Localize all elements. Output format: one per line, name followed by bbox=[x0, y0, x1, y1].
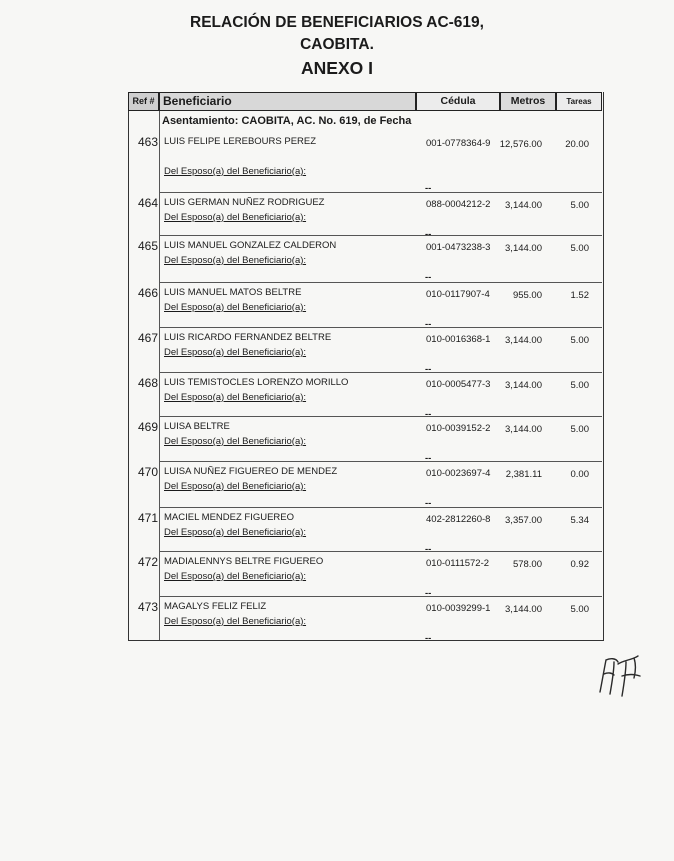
row-spouse-label: Del Esposo(a) del Beneficiario(a): bbox=[164, 347, 307, 358]
row-metros: 12,576.00 bbox=[499, 139, 542, 150]
col-header-cedula: Cédula bbox=[416, 92, 500, 111]
row-metros: 3,144.00 bbox=[505, 380, 542, 391]
row-tareas: 5.00 bbox=[570, 200, 589, 211]
row-cedula: 010-0039299-1 bbox=[426, 603, 491, 614]
row-separator bbox=[160, 192, 602, 193]
row-separator bbox=[160, 461, 602, 462]
row-beneficiary-name: MACIEL MENDEZ FIGUEREO bbox=[164, 512, 295, 523]
row-metros: 3,144.00 bbox=[505, 424, 542, 435]
row-tareas: 0.92 bbox=[570, 559, 589, 570]
row-ref: 473 bbox=[137, 600, 158, 614]
row-ref: 464 bbox=[137, 196, 158, 210]
row-spouse-label: Del Esposo(a) del Beneficiario(a): bbox=[164, 527, 307, 538]
row-spouse-label: Del Esposo(a) del Beneficiario(a): bbox=[164, 616, 307, 627]
row-separator bbox=[160, 416, 602, 417]
row-cedula: 001-0778364-9 bbox=[426, 138, 491, 149]
row-cedula: 010-0016368-1 bbox=[426, 334, 491, 345]
row-spouse-label: Del Esposo(a) del Beneficiario(a): bbox=[164, 481, 307, 492]
row-spouse-label: Del Esposo(a) del Beneficiario(a): bbox=[164, 571, 307, 582]
row-metros: 3,144.00 bbox=[505, 200, 542, 211]
settlement-subheader: Asentamiento: CAOBITA, AC. No. 619, de Fecha bbox=[162, 115, 412, 127]
row-spouse-label: Del Esposo(a) del Beneficiario(a): bbox=[164, 436, 307, 447]
row-spouse-value: -- bbox=[425, 409, 432, 420]
row-tareas: 5.00 bbox=[570, 424, 589, 435]
row-metros: 2,381.11 bbox=[505, 469, 542, 480]
row-ref: 463 bbox=[137, 135, 158, 149]
handwritten-initials bbox=[596, 652, 646, 700]
row-metros: 3,144.00 bbox=[505, 604, 542, 615]
row-beneficiary-name: LUIS MANUEL MATOS BELTRE bbox=[164, 287, 302, 298]
row-spouse-label: Del Esposo(a) del Beneficiario(a): bbox=[164, 212, 307, 223]
row-spouse-label: Del Esposo(a) del Beneficiario(a): bbox=[164, 166, 307, 177]
col-header-tareas: Tareas bbox=[556, 92, 602, 111]
row-tareas: 5.00 bbox=[570, 243, 589, 254]
row-separator bbox=[160, 596, 602, 597]
row-ref: 470 bbox=[137, 465, 158, 479]
annex-title: ANEXO I bbox=[301, 58, 373, 78]
row-tareas: 5.00 bbox=[570, 604, 589, 615]
row-spouse-label: Del Esposo(a) del Beneficiario(a): bbox=[164, 255, 307, 266]
row-metros: 3,144.00 bbox=[505, 335, 542, 346]
row-tareas: 5.34 bbox=[570, 515, 589, 526]
row-beneficiary-name: MADIALENNYS BELTRE FIGUEREO bbox=[164, 556, 324, 567]
row-cedula: 010-0023697-4 bbox=[426, 468, 491, 479]
row-beneficiary-name: MAGALYS FELIZ FELIZ bbox=[164, 601, 267, 612]
col-header-metros: Metros bbox=[500, 92, 556, 111]
row-ref: 472 bbox=[137, 555, 158, 569]
col-header-beneficiario: Beneficiario bbox=[159, 92, 416, 111]
row-beneficiary-name: LUIS TEMISTOCLES LORENZO MORILLO bbox=[164, 377, 349, 388]
row-metros: 3,357.00 bbox=[505, 515, 542, 526]
row-beneficiary-name: LUIS RICARDO FERNANDEZ BELTRE bbox=[164, 332, 332, 343]
row-tareas: 5.00 bbox=[570, 380, 589, 391]
row-separator bbox=[160, 507, 602, 508]
row-beneficiary-name: LUISA NUÑEZ FIGUEREO DE MENDEZ bbox=[164, 466, 338, 477]
row-beneficiary-name: LUISA BELTRE bbox=[164, 421, 230, 432]
row-cedula: 010-0111572-2 bbox=[426, 558, 490, 569]
row-ref: 468 bbox=[137, 376, 158, 390]
row-metros: 955.00 bbox=[512, 290, 542, 301]
row-separator bbox=[160, 327, 602, 328]
document-title: RELACIÓN DE BENEFICIARIOS AC-619, bbox=[190, 14, 484, 31]
row-cedula: 088-0004212-2 bbox=[426, 199, 491, 210]
row-ref: 471 bbox=[137, 511, 158, 525]
row-tareas: 0.00 bbox=[570, 469, 589, 480]
col-header-ref: Ref # bbox=[128, 92, 159, 111]
row-tareas: 20.00 bbox=[565, 139, 589, 150]
row-separator bbox=[160, 551, 602, 552]
ref-column-divider bbox=[159, 111, 160, 640]
row-spouse-value: -- bbox=[425, 319, 432, 330]
row-metros: 578.00 bbox=[512, 559, 542, 570]
row-cedula: 010-0005477-3 bbox=[426, 379, 491, 390]
row-spouse-label: Del Esposo(a) del Beneficiario(a): bbox=[164, 392, 307, 403]
row-spouse-value: -- bbox=[425, 498, 432, 509]
row-spouse-value: -- bbox=[425, 453, 432, 464]
row-spouse-label: Del Esposo(a) del Beneficiario(a): bbox=[164, 302, 307, 313]
row-spouse-value: -- bbox=[425, 229, 432, 240]
row-spouse-value: -- bbox=[425, 588, 432, 599]
row-beneficiary-name: LUIS FELIPE LEREBOURS PEREZ bbox=[164, 136, 317, 147]
row-separator bbox=[160, 282, 602, 283]
row-ref: 465 bbox=[137, 239, 158, 253]
row-spouse-value: -- bbox=[425, 544, 432, 555]
row-separator bbox=[160, 372, 602, 373]
row-beneficiary-name: LUIS MANUEL GONZALEZ CALDERON bbox=[164, 240, 337, 251]
row-spouse-value: -- bbox=[425, 272, 432, 283]
row-spouse-value: -- bbox=[425, 364, 432, 375]
row-ref: 467 bbox=[137, 331, 158, 345]
row-tareas: 5.00 bbox=[570, 335, 589, 346]
row-spouse-value: -- bbox=[425, 183, 432, 194]
row-ref: 469 bbox=[137, 420, 158, 434]
row-spouse-value: -- bbox=[425, 633, 432, 644]
row-separator bbox=[160, 235, 602, 236]
row-cedula: 001-0473238-3 bbox=[426, 242, 491, 253]
row-cedula: 010-0117907-4 bbox=[426, 289, 490, 300]
row-tareas: 1.52 bbox=[570, 290, 589, 301]
row-beneficiary-name: LUIS GERMAN NUÑEZ RODRIGUEZ bbox=[164, 197, 325, 208]
row-metros: 3,144.00 bbox=[505, 243, 542, 254]
document-subtitle: CAOBITA. bbox=[300, 36, 374, 53]
row-cedula: 402-2812260-8 bbox=[426, 514, 491, 525]
row-ref: 466 bbox=[137, 286, 158, 300]
row-cedula: 010-0039152-2 bbox=[426, 423, 491, 434]
